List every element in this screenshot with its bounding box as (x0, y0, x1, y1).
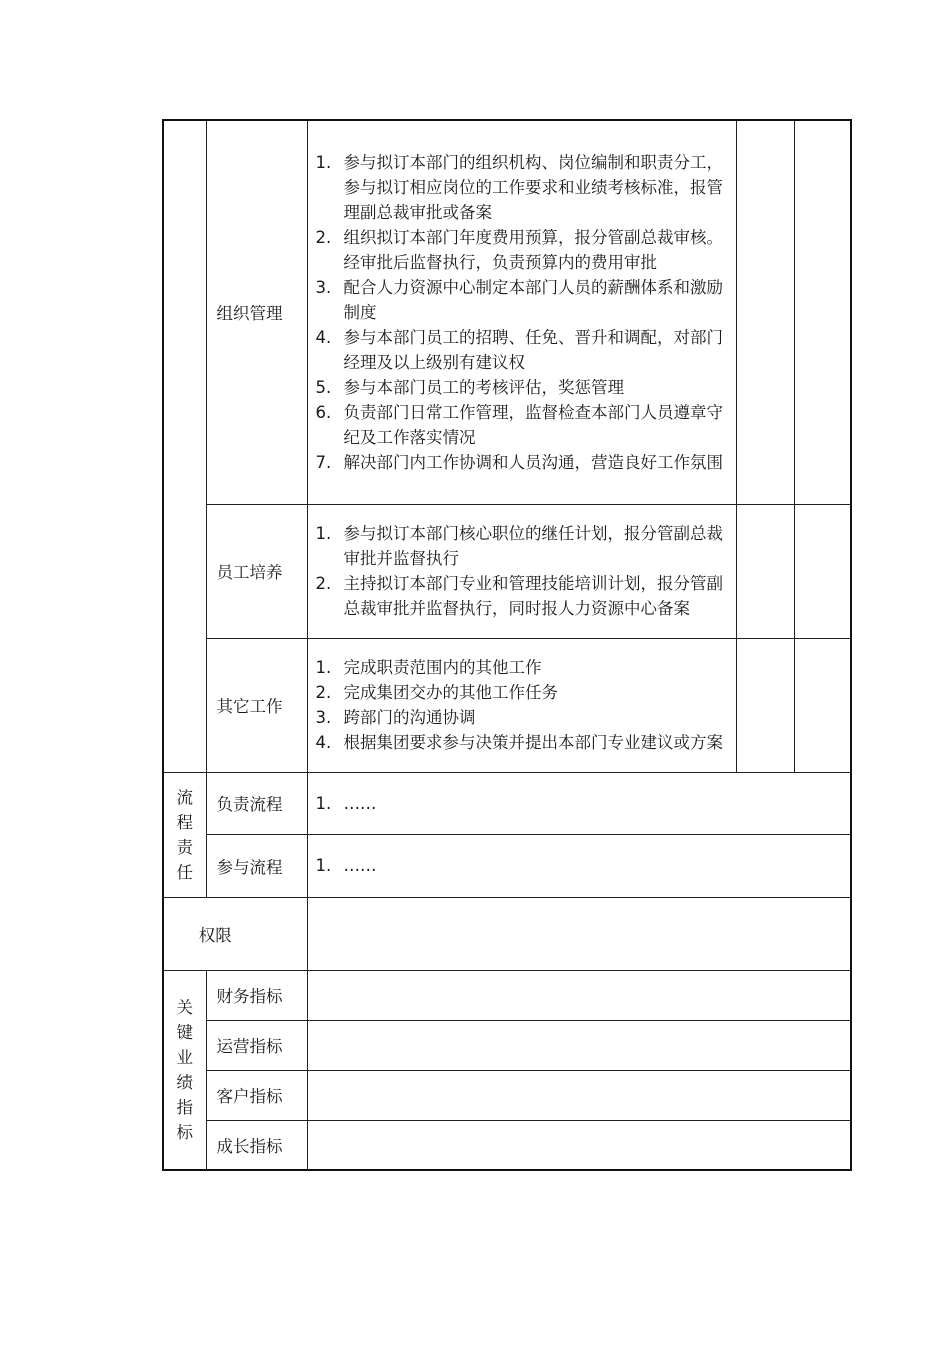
duty-items-cell (307, 504, 736, 638)
process-row-owner (163, 772, 851, 834)
kpi-row-customer (163, 1070, 851, 1120)
duty-row-org-management (163, 120, 851, 504)
kpi-row-operations (163, 1020, 851, 1070)
list-item: 4. 参与本部门员工的招聘、任免、晋升和调配，对部门经理及以上级别有建议权 (315, 327, 723, 372)
process-label: 参与流程 (206, 834, 307, 897)
authority-label: 权限 (163, 897, 307, 970)
blank-cell (794, 504, 851, 638)
list-item: 5. 参与本部门员工的考核评估，奖惩管理 (315, 377, 624, 397)
kpi-category-cell: 关 键 业 绩 指 标 (163, 970, 206, 1170)
kpi-value (307, 970, 851, 1020)
duty-label: 员工培养 (206, 504, 307, 638)
duty-list (316, 150, 730, 475)
kpi-value (307, 1120, 851, 1170)
process-category-cell: 流 程 责 任 (163, 772, 206, 897)
process-list (316, 853, 845, 878)
kpi-value (307, 1020, 851, 1070)
authority-value (307, 897, 851, 970)
blank-cell (736, 120, 794, 504)
kpi-value (307, 1070, 851, 1120)
list-item: 1. …… (315, 856, 377, 875)
process-row-participant (163, 834, 851, 897)
duty-row-staff-development (163, 504, 851, 638)
duty-row-other-work (163, 638, 851, 772)
kpi-label: 财务指标 (206, 970, 307, 1020)
process-value-cell (307, 834, 851, 897)
list-item: 2. 主持拟订本部门专业和管理技能培训计划，报分管副总裁审批并监督执行，同时报人力资源中心备案 (315, 574, 723, 618)
duty-list (316, 521, 730, 621)
list-item: 1. …… (315, 793, 377, 813)
list-item: 7. 解决部门内工作协调和人员沟通，营造良好工作氛围 (315, 452, 723, 472)
kpi-label: 成长指标 (206, 1120, 307, 1170)
list-item: 1. 完成职责范围内的其他工作 (315, 658, 542, 677)
list-item: 4. 根据集团要求参与决策并提出本部门专业建议或方案 (315, 733, 723, 752)
kpi-label: 客户指标 (206, 1070, 307, 1120)
list-item: 6. 负责部门日常工作管理，监督检查本部门人员遵章守纪及工作落实情况 (315, 402, 723, 447)
duty-label: 其它工作 (206, 638, 307, 772)
list-item: 2. 组织拟订本部门年度费用预算，报分管副总裁审核。经审批后监督执行，负责预算内的费用审批 (315, 227, 723, 272)
list-item: 3. 配合人力资源中心制定本部门人员的薪酬体系和激励制度 (315, 277, 723, 322)
blank-cell (794, 120, 851, 504)
duty-list (316, 655, 730, 755)
duty-items-cell (307, 120, 736, 504)
list-item: 1. 参与拟订本部门的组织机构、岗位编制和职责分工，参与拟订相应岗位的工作要求和业绩考核标准，报管理副总裁审批或备案 (315, 152, 723, 222)
authority-row (163, 897, 851, 970)
blank-cell (794, 638, 851, 772)
list-item: 1. 参与拟订本部门核心职位的继任计划，报分管副总裁审批并监督执行 (315, 524, 723, 568)
duty-label: 组织管理 (206, 120, 307, 504)
blank-cell (736, 638, 794, 772)
kpi-row-financial (163, 970, 851, 1020)
job-description-table (162, 119, 852, 1171)
duty-items-cell (307, 638, 736, 772)
list-item: 3. 跨部门的沟通协调 (315, 708, 476, 727)
kpi-label: 运营指标 (206, 1020, 307, 1070)
process-list (316, 791, 845, 816)
blank-cell (736, 504, 794, 638)
process-value-cell (307, 772, 851, 834)
list-item: 2. 完成集团交办的其他工作任务 (315, 683, 558, 702)
kpi-row-growth (163, 1120, 851, 1170)
duties-category-cell (163, 120, 206, 772)
process-label: 负责流程 (206, 772, 307, 834)
